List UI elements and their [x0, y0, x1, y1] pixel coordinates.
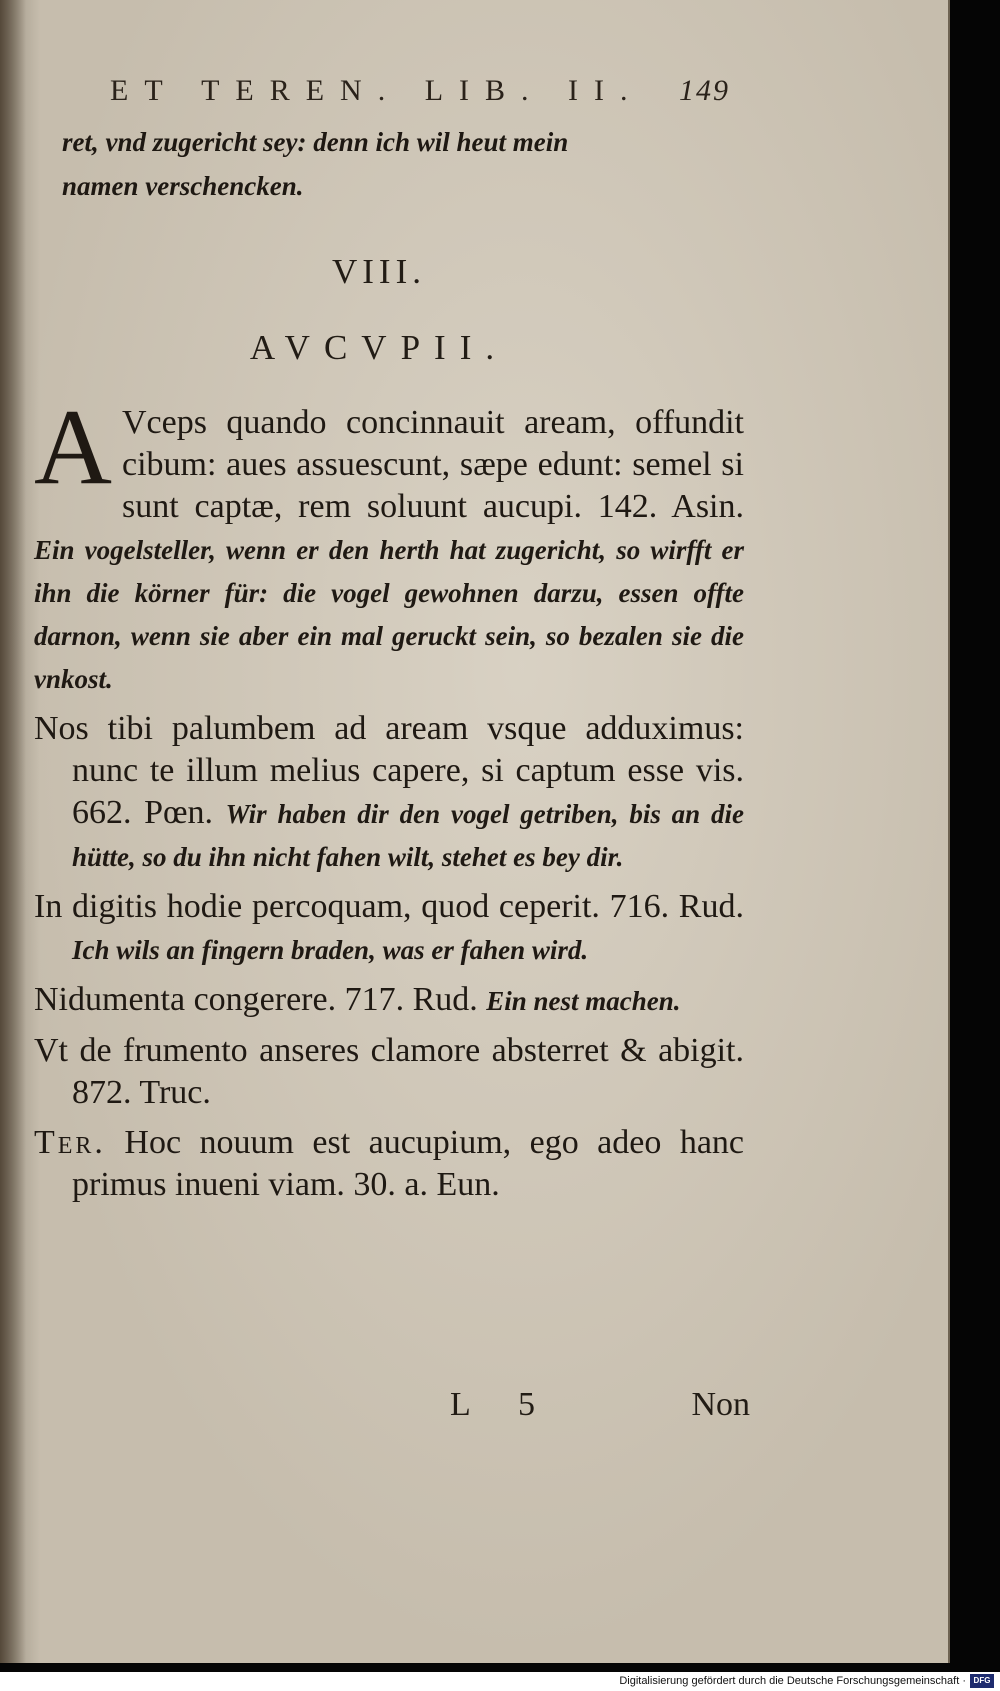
- entry-german: Wir haben dir den vogel getriben, bis an die hütte, so du ihn nicht fahen wilt, stehet es bey dir.: [72, 799, 745, 872]
- entry-latin: Vt de frumento anseres clamore absterret & abigit. 872. Truc.: [34, 1032, 744, 1111]
- speaker-label: Ter.: [34, 1124, 106, 1161]
- entry-2: [34, 708, 744, 878]
- catchword: Non: [691, 1386, 750, 1423]
- entry-latin: Hoc nouum est aucupium, ego adeo hanc primus inueni viam. 30. a. Eun.: [72, 1124, 744, 1203]
- signature-mark: L 5: [450, 1386, 556, 1423]
- page-gutter-shadow: [0, 0, 26, 1663]
- running-head-title: ET TEREN. LIB. II.: [110, 74, 644, 107]
- page-number: 149: [679, 74, 730, 107]
- entry-german: Ein nest machen.: [486, 986, 681, 1016]
- running-head: [110, 74, 730, 108]
- entry-6: [34, 1122, 744, 1206]
- drop-cap: A: [34, 388, 112, 507]
- text-block: [34, 120, 744, 1206]
- entry-latin: In digitis hodie percoquam, quod ceperit. 716. Rud.: [34, 888, 744, 925]
- entry-german: Ich wils an fingern braden, was er fahen wird.: [72, 935, 589, 965]
- carry-over-line-1: ret, vnd zugericht sey: denn ich wil heut mein: [62, 127, 569, 157]
- section-title: AVCVPII.: [249, 328, 509, 367]
- entry-latin: Nidumenta congerere. 717. Rud.: [34, 981, 478, 1018]
- entry-german: Ein vogelsteller, wenn er den herth hat zugericht, so wirfft er ihn die körner für: die vogel gewohnen darzu, essen offte darnon, wenn sie aber ein mal geruckt sein, so bezalen sie die vnkost.: [34, 535, 744, 694]
- entry-5: [34, 1030, 744, 1114]
- dfg-logo-icon: DFG: [970, 1674, 994, 1688]
- carry-over-line-2: namen verschencken.: [62, 171, 304, 201]
- entry-latin: Vceps quando concinnauit aream, offundit cibum: aues assuescunt, sæpe edunt: semel si sunt captæ, rem soluunt aucupi. 142. Asin.: [122, 404, 744, 525]
- section-number: VIII.: [332, 252, 426, 291]
- entry-3: [34, 886, 744, 971]
- digitization-footer: [0, 1672, 1000, 1691]
- entry-1: [34, 388, 744, 700]
- entry-4: [34, 979, 744, 1022]
- entry-latin: Nos tibi palumbem ad aream vsque adduximus: nunc te illum melius capere, si captum esse vis. 662. Pœn.: [34, 710, 744, 831]
- footer-credit: Digitalisierung gefördert durch die Deutsche Forschungsgemeinschaft ·: [619, 1675, 966, 1687]
